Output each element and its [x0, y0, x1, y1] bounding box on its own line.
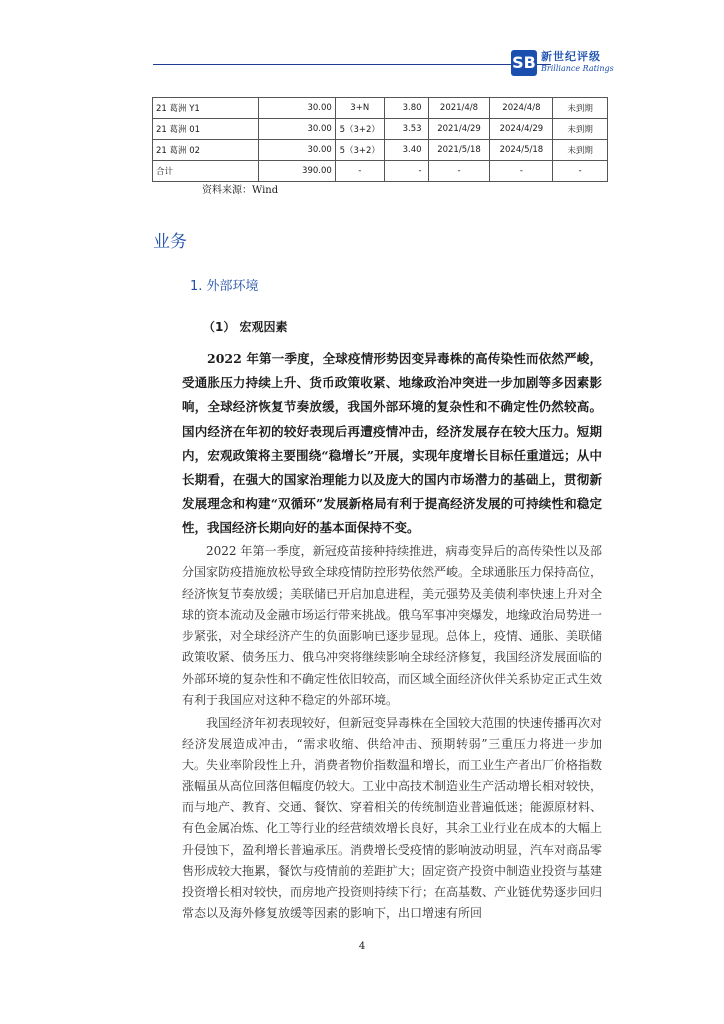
issue-amount-cell: 30.00: [259, 119, 336, 140]
issue-amount-cell: 30.00: [259, 98, 336, 119]
bond-name-cell: 21 葛洲 Y1: [153, 98, 259, 119]
logo-mark-icon: SB: [511, 50, 537, 76]
table-row: [153, 98, 608, 119]
logo-english-name: Brilliance Ratings: [541, 64, 614, 73]
page-number: 4: [358, 941, 366, 952]
maturity-date-cell: 2024/5/18: [490, 140, 553, 161]
term-cell: 5（3+2）: [335, 140, 384, 161]
maturity-date-cell: 2024/4/8: [490, 98, 553, 119]
summary-paragraph: 2022 年第一季度，全球疫情形势因变异毒株的高传染性而依然严峻，受通胀压力持续上升、货币政策收紧、地缘政治冲突进一步加剧等多因素影响，全球经济恢复节奏放缓，我国外部环境的复杂性和不确定性仍然较高。国内经济在年初的较好表现后再遭疫情冲击，经济发展存在较大压力。短期内，宏观政策将主要围绕“稳增长”开展，实现年度增长目标任重道远；从中长期看，在强大的国家治理能力以及庞大的国内市场潜力的基础上，贯彻新发展理念和构建“双循环”发展新格局有利于提高经济发展的可持续性和稳定性，我国经济长期向好的基本面保持不变。: [182, 351, 602, 536]
issue-date-cell: -: [428, 161, 490, 182]
header-rule: [153, 64, 551, 65]
bond-name-cell: 21 葛洲 01: [153, 119, 259, 140]
maturity-date-cell: 2024/4/29: [490, 119, 553, 140]
status-cell: 未到期: [553, 119, 608, 140]
brand-logo: [511, 50, 614, 76]
subsection-title: 1. 外部环境: [190, 279, 259, 294]
term-cell: -: [335, 161, 384, 182]
table-row: [153, 119, 608, 140]
status-cell: 未到期: [553, 140, 608, 161]
logo-chinese-name: 新世纪评级: [541, 50, 601, 63]
section-title: 业务: [153, 232, 187, 252]
coupon-cell: 3.40: [384, 140, 428, 161]
status-cell: -: [553, 161, 608, 182]
coupon-cell: -: [384, 161, 428, 182]
status-cell: 未到期: [553, 98, 608, 119]
total-amount-cell: 390.00: [259, 161, 336, 182]
maturity-date-cell: -: [490, 161, 553, 182]
bond-name-cell: 21 葛洲 02: [153, 140, 259, 161]
issue-amount-cell: 30.00: [259, 140, 336, 161]
term-cell: 3+N: [335, 98, 384, 119]
logo-text: [541, 51, 614, 75]
bond-table: [152, 97, 608, 182]
body-paragraph: 2022 年第一季度，新冠疫苗接种持续推进，病毒变异后的高传染性以及部分国家防疫措施放松导致全球疫情防控形势依然严峻。全球通胀压力保持高位，经济恢复节奏放缓；美联储已开启加息进程，美元强势及美债利率快速上升对全球的资本流动及金融市场运行带来挑战。俄乌军事冲突爆发，地缘政治局势进一步紧张，对全球经济产生的负面影响已逐步显现。总体上，疫情、通胀、美联储政策收紧、债务压力、俄乌冲突将继续影响全球经济修复，我国经济发展面临的外部环境的复杂性和不确定性依旧较高，而区域全面经济伙伴关系协定正式生效有利于我国应对这种不稳定的外部环境。: [182, 544, 603, 708]
body-paragraph: 我国经济年初表现较好，但新冠变异毒株在全国较大范围的快速传播再次对经济发展造成冲击，“需求收缩、供给冲击、预期转弱”三重压力将进一步加大。失业率阶段性上升，消费者物价指数温和增长，而工业生产者出厂价格指数涨幅虽从高位回落但幅度仍较大。工业中高技术制造业生产活动增长相对较快，而与地产、教育、交通、餐饮、穿着相关的传统制造业普遍低迷；能源原材料、有色金属冶炼、化工等行业的经营绩效增长良好，其余工业行业在成本的大幅上升侵蚀下，盈利增长普遍承压。消费增长受疫情的影响波动明显，汽车对商品零售形成较大拖累，餐饮与疫情前的差距扩大；固定资产投资中制造业投资与基建投资增长相对较快，而房地产投资则持续下行；在高基数、产业链优势逐步回归常态以及海外修复放缓等因素的影响下，出口增速有所回: [182, 716, 603, 920]
issue-date-cell: 2021/4/8: [428, 98, 490, 119]
term-cell: 5（3+2）: [335, 119, 384, 140]
issue-date-cell: 2021/5/18: [428, 140, 490, 161]
table-total-row: [153, 161, 608, 182]
table-row: [153, 140, 608, 161]
issue-date-cell: 2021/4/29: [428, 119, 490, 140]
subsubsection-title: （1） 宏观因素: [203, 320, 288, 334]
coupon-cell: 3.80: [384, 98, 428, 119]
source-note: 资料来源：Wind: [202, 185, 279, 196]
coupon-cell: 3.53: [384, 119, 428, 140]
total-label-cell: 合计: [153, 161, 259, 182]
